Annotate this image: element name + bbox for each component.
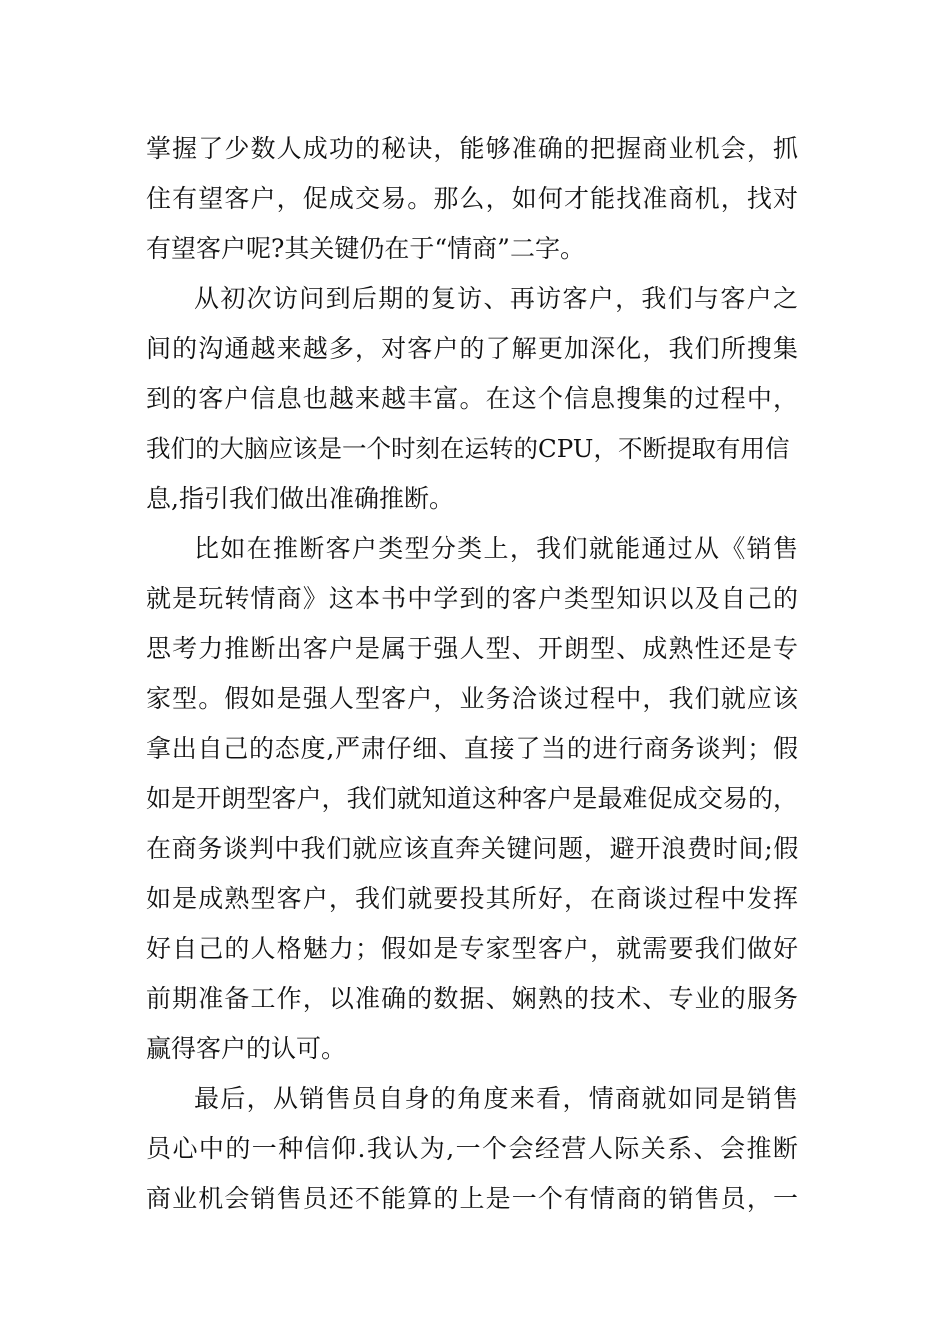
text-line: 在商务谈判中我们就应该直奔关键问题，避开浪费时间;假 — [146, 834, 800, 863]
text-line: 掌握了少数人成功的秘诀，能够准确的把握商业机会，抓 — [146, 134, 800, 163]
text-line: 商业机会销售员还不能算的上是一个有情商的销售员，一 — [146, 1184, 800, 1213]
text-line: 最后，从销售员自身的角度来看，情商就如同是销售 — [194, 1084, 800, 1113]
text-line: 如是成熟型客户，我们就要投其所好，在商谈过程中发挥 — [146, 884, 800, 913]
text-line: 住有望客户，促成交易。那么，如何才能找准商机，找对 — [146, 184, 800, 213]
text-line: 息,指引我们做出准确推断。 — [146, 484, 454, 513]
text-line: 家型。假如是强人型客户，业务洽谈过程中，我们就应该 — [146, 684, 800, 713]
text-line: 有望客户呢?其关键仍在于“情商”二字。 — [146, 234, 585, 263]
text-line: 思考力推断出客户是属于强人型、开朗型、成熟性还是专 — [146, 634, 800, 663]
text-line: 比如在推断客户类型分类上，我们就能通过从《销售 — [194, 534, 800, 563]
text-line: 就是玩转情商》这本书中学到的客户类型知识以及自己的 — [146, 584, 800, 613]
text-line: 如是开朗型客户，我们就知道这种客户是最难促成交易的， — [146, 784, 799, 813]
text-line: 前期准备工作，以准确的数据、娴熟的技术、专业的服务 — [146, 984, 800, 1013]
text-line: 赢得客户的认可。 — [146, 1034, 347, 1063]
text-line: 拿出自己的态度,严肃仔细、直接了当的进行商务谈判；假 — [146, 734, 799, 763]
text-line: 我们的大脑应该是一个时刻在运转的CPU，不断提取有用信 — [146, 434, 790, 463]
text-line: 从初次访问到后期的复访、再访客户，我们与客户之 — [194, 284, 800, 313]
text-line: 员心中的一种信仰.我认为,一个会经营人际关系、会推断 — [146, 1134, 800, 1163]
text-line: 间的沟通越来越多，对客户的了解更加深化，我们所搜集 — [146, 334, 800, 363]
text-line: 到的客户信息也越来越丰富。在这个信息搜集的过程中， — [146, 384, 800, 413]
text-line: 好自己的人格魅力；假如是专家型客户，就需要我们做好 — [146, 934, 800, 963]
